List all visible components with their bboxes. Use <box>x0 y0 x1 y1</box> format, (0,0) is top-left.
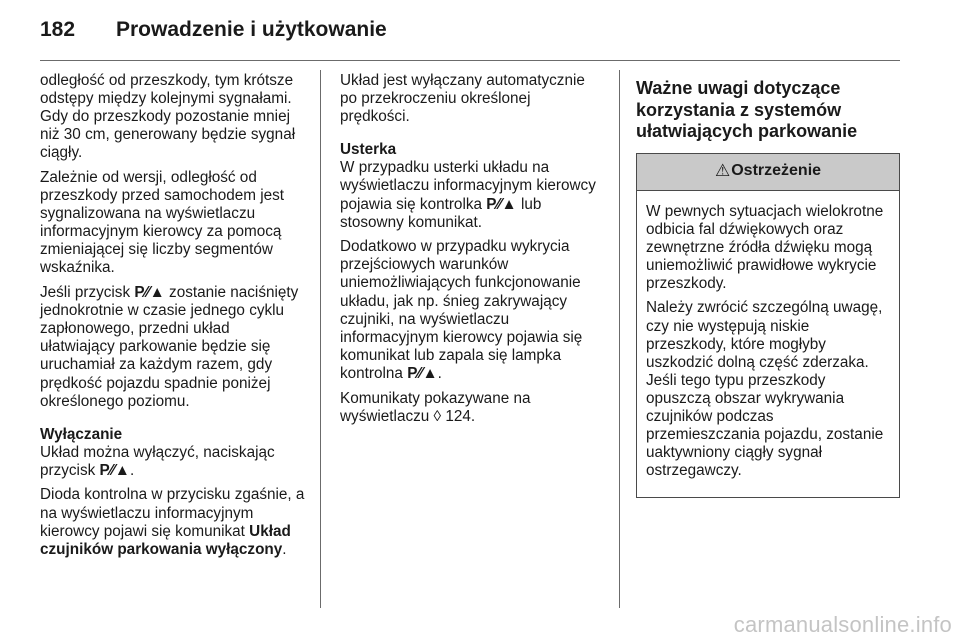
message-text: Układ czujników parkowania wyłączony <box>40 522 291 558</box>
subheading-fault: Usterka <box>340 141 397 159</box>
warning-body <box>637 191 899 497</box>
park-assist-icon: P⁄⁄▲ <box>99 461 130 479</box>
warning-paragraph: W pewnych sytuacjach wielokrotne odbicia fal dźwiękowych oraz zewnętrzne źródła dźwięku mogą uniemożliwić prawidłowe wykrycie przeszkody. <box>646 202 884 292</box>
text: Układ można wyłączyć, naciskając przycisk <box>40 443 275 479</box>
paragraph <box>340 390 604 426</box>
park-assist-icon: P⁄⁄▲ <box>134 284 165 302</box>
warning-box <box>636 153 900 498</box>
text: lub stosowny komunikat. <box>340 195 542 231</box>
park-assist-icon: P⁄⁄▲ <box>486 195 517 213</box>
paragraph <box>40 284 308 411</box>
column-1 <box>40 72 308 565</box>
paragraph: Zależnie od wersji, odległość od przeszkody przed samochodem jest sygnalizowana na wyświetlaczu informacyjnym kierowcy za pomocą zmieniającej się liczby segmentów wskaźnika. <box>40 168 285 277</box>
paragraph <box>40 426 308 480</box>
watermark: carmanualsonline.info <box>733 612 952 637</box>
text: Komunikaty pokazywane na wyświetlaczu <box>340 389 531 425</box>
paragraph: Układ jest wyłączany automatycznie po przekroczeniu określonej prędkości. <box>340 72 585 126</box>
text: Jeśli przycisk <box>40 284 135 302</box>
text: W przypadku usterki układu na wyświetlaczu informacyjnym kierowcy pojawia się kontrolka <box>340 159 596 213</box>
text: . <box>470 407 476 425</box>
page-title: Prowadzenie i użytkowanie <box>116 18 387 41</box>
text: . <box>129 461 135 479</box>
paragraph: odległość od przeszkody, tym krótsze odstępy między kolejnymi sygnałami. Gdy do przeszkody pozostanie mniej niż 30 cm, generowany będzie sygnał ciągły. <box>40 72 296 162</box>
text: . <box>437 364 442 382</box>
paragraph <box>340 141 604 231</box>
column-2 <box>340 72 604 432</box>
warning-label: Ostrzeżenie <box>731 162 822 180</box>
text: Dioda kontrolna w przycisku zgaśnie, a na wyświetlaczu informacyjnym kierowcy pojawi się komunikat <box>40 486 305 540</box>
page-header <box>40 18 387 48</box>
paragraph <box>40 486 308 558</box>
park-assist-icon: P⁄⁄▲ <box>407 364 438 382</box>
header-rule <box>40 60 900 61</box>
page-ref-icon: ◊ <box>433 407 442 425</box>
text: zostanie naciśnięty jednokrotnie w czasie jednego cyklu zapłonowego, przedni układ ułatwiający parkowanie będzie się uruchamiał za każdym razem, gdy prędkość pojazdu spadnie poniżej określonego poziomu. <box>40 284 299 410</box>
warning-header <box>637 154 899 191</box>
warning-paragraph: Należy zwrócić szczególną uwagę, czy nie występują niskie przeszkody, które mogłyby uszkodzić dolną część zderzaka. Jeśli tego typu przeszkody opuszczą obszar wykrywania czujników podczas przemieszczania pojazdu, zostanie uaktywniony ciągły sygnał ostrzegawczy. <box>646 299 884 480</box>
column-3 <box>636 78 900 498</box>
subheading-off: Wyłączanie <box>40 425 123 443</box>
warning-icon: ⚠ <box>714 161 731 181</box>
page-number: 182 <box>40 18 76 41</box>
paragraph <box>340 238 604 383</box>
column-divider-2 <box>619 70 620 608</box>
text: Dodatkowo w przypadku wykrycia przejściowych warunków uniemożliwiających funkcjonowanie układu, jak np. śnieg zakrywający czujniki, na wyświetlaczu informacyjnym kierowcy pojawia się komunikat lub zapala się lampka kontrolna <box>340 238 583 382</box>
section-title: Ważne uwagi dotyczące korzystania z systemów ułatwiających parkowanie <box>636 78 858 141</box>
text: . <box>282 540 287 558</box>
column-divider-1 <box>320 70 321 608</box>
page-ref-link[interactable]: 124 <box>445 407 471 425</box>
